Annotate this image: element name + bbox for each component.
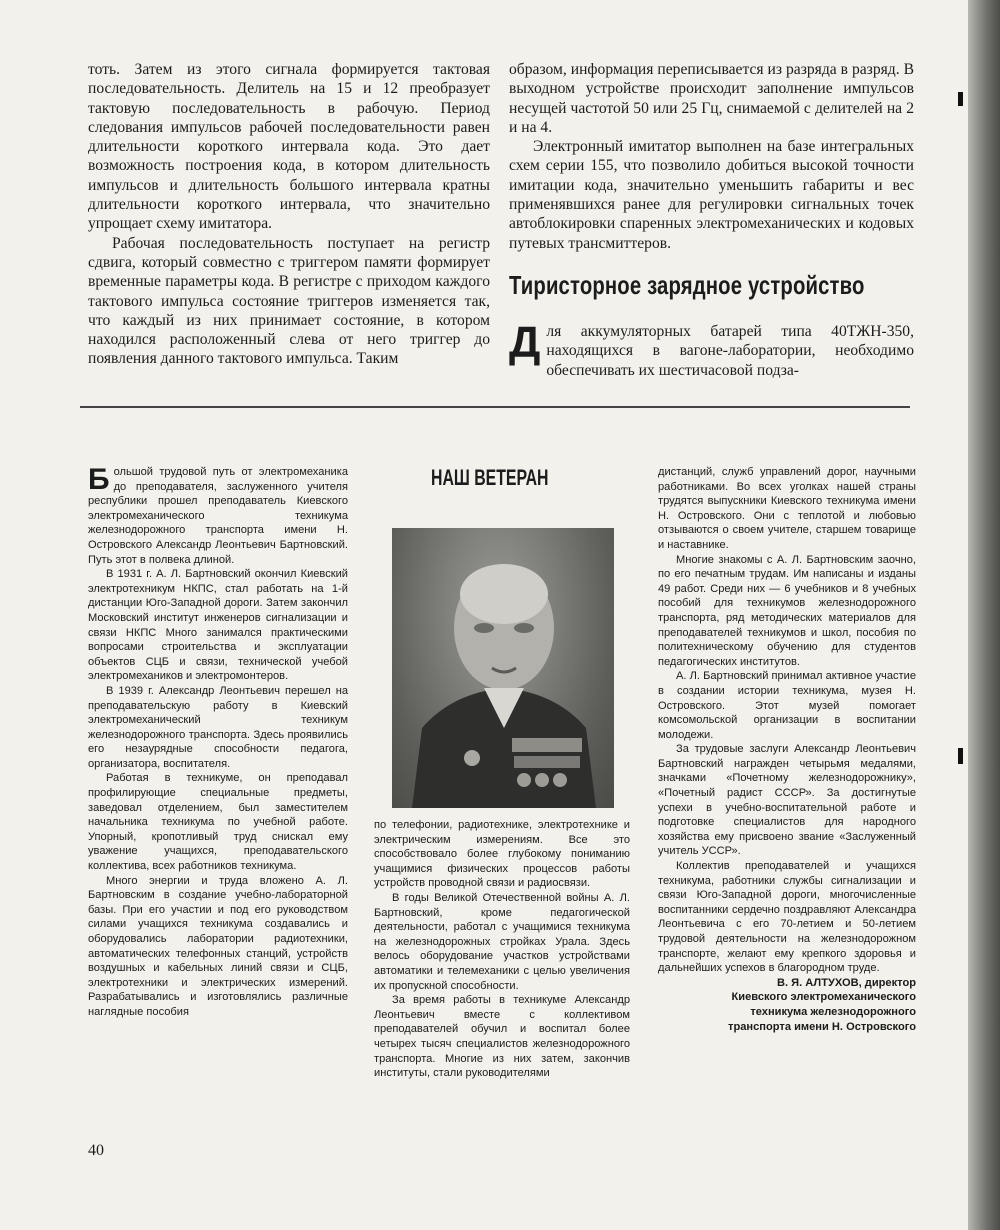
veteran-portrait-photo	[392, 528, 614, 808]
veteran-column-3	[658, 465, 916, 1034]
paragraph: по телефонии, радиотехнике, электротехнике и электрическим измерениям. Все это способствовало более глубокому пониманию учащимися физических процессов работы устройств проводной связи и радиосвязи.	[374, 819, 630, 890]
paragraph: ля аккумуляторных батарей типа 40ТЖН-350, находящихся в вагоне-лаборатории, необходимо обеспечивать их шестичасовой подза-	[546, 323, 914, 379]
paragraph-text: ольшой трудовой путь от электромеханика до преподавателя, заслуженного учителя республики прошел преподаватель Киевского электромеханического техникума железнодорожного транспорта имени Н. Островского Александр Леонтьевич Бартновский. Путь этот в полвека длиной.	[88, 466, 348, 566]
author-affiliation: Киевского электромеханического	[731, 991, 916, 1004]
paragraph: образом, информация переписывается из разряда в разряд. В выходном устройстве происходит заполнение импульсов несущей частотой 50 или 25 Гц, снимаемой с делителей на 2 и на 4.	[509, 61, 914, 136]
margin-mark	[958, 748, 963, 764]
paragraph: тоть. Затем из этого сигнала формируется тактовая последовательность. Делитель на 15 и 12 преобразует тактовую последовательность в рабочую. Период следования импульсов рабочей последовательности равен длительности короткого интервала кода. Это дает возможность построения кода, в котором длительность импульсов и длительность большого интервала кратны длительности короткого интервала, что значительно упрощает схему имитатора.	[88, 61, 490, 233]
paragraph: Рабочая последовательность поступает на регистр сдвига, который совместно с триггером памяти формирует временные параметры кода. В регистре с приходом каждого тактового импульса состояние триггеров изменяется так, что каждый из них принимает состояние, в котором находился расположенный слева от него триггер до появления данного тактового импульса. Таким	[88, 234, 490, 368]
portrait-illustration	[392, 528, 614, 808]
paragraph: За трудовые заслуги Александр Леонтьевич Бартновский награжден четырьмя медалями, значками «Почетному железнодорожнику», «Почетный радист СССР». За достигнутые успехи в учебно-воспитательной работе и подготовке специалистов для народного хозяйства ему присвоено звание «Заслуженный учитель УССР».	[658, 743, 916, 858]
article-left-column	[88, 60, 490, 369]
paragraph: Много энергии и труда вложено А. Л. Бартновским в создание учебно-лабораторной базы. При его участии и под его руководством силами учащихся техникума создавались и оборудовались лаборатории радиотехники, автоматических телефонных станций, устройств воздушных и кабельных линий связи и СЦБ, электротехники и электрических измерений. Разрабатывались и изготовлялись различные наглядные пособия	[88, 874, 348, 1018]
paragraph: дистанций, служб управлений дорог, научными работниками. Во всех уголках нашей страны трудятся выпускники Киевского техникума имени Н. Островского. Они с теплотой и любовью отзываются о своем учителе, старшем товарище и наставнике.	[658, 466, 916, 551]
veteran-column-1	[88, 465, 348, 1020]
veteran-heading: НАШ ВЕТЕРАН	[431, 465, 549, 490]
paragraph: В 1939 г. Александр Леонтьевич перешел на преподавательскую работу в Киевский электромеханический техникум железнодорожного транспорта. Здесь проявились его незаурядные способности педагога, организатора, воспитателя.	[88, 684, 348, 770]
paragraph: За время работы в техникуме Александр Леонтьевич вместе с коллективом преподавателей обучил и воспитал более четырех тысяч специалистов железнодорожного транспорта. Многие из них затем, закончив институты, стали руководителями	[374, 994, 630, 1080]
paragraph: В годы Великой Отечественной войны А. Л. Бартновский, кроме педагогической деятельности, работал с учащимися техникума на железнодорожных стройках Урала. Здесь велось оборудование участков устройствами автоматики и телемеханики с целью увеличения их пропускной способности.	[374, 891, 630, 992]
section-divider	[80, 406, 910, 408]
drop-cap: Д	[509, 318, 541, 367]
paragraph: В 1931 г. А. Л. Бартновский окончил Киевский электротехникум НКПС, стал работать на 1-й дистанции Юго-Западной дороги. Затем закончил Московский институт инженеров сигнализации и связи НКПС Много занимался практическими вопросами строительства и эксплуатации объектов СЦБ и связи, технической учебой электромехаников и электромонтеров.	[88, 568, 348, 683]
article-intro	[509, 318, 914, 380]
page-binding-edge	[968, 0, 1000, 1230]
paragraph: Электронный имитатор выполнен на базе интегральных схем серии 155, что позволило добиться высокой точности имитации кода, значительно уменьшить габариты и вес применявшихся ранее для регулировки сигнальных точек автоблокировки спаренных электромеханических и кодовых путевых трансмиттеров.	[509, 138, 914, 252]
author-signature: В. Я. АЛТУХОВ, директор	[776, 976, 916, 989]
margin-mark	[958, 92, 963, 106]
article-right-column	[509, 60, 914, 253]
page-number: 40	[88, 1142, 104, 1159]
paragraph: Работая в техникуме, он преподавал профилирующие специальные предметы, заведовал отделением, был заместителем начальника техникума по учебной работе. Упорный, кропотливый труд снискал ему уважение учащихся, преподавательского коллектива, всех работников техникума.	[88, 772, 348, 873]
article-title: Тиристорное зарядное устройство	[509, 270, 865, 300]
paragraph: А. Л. Бартновский принимал активное участие в создании истории техникума, музея Н. Островского. Этот музей помогает комсомольской организации в воспитании молодежи.	[658, 670, 916, 741]
paragraph	[88, 465, 348, 567]
author-affiliation: транспорта имени Н. Островского	[728, 1020, 916, 1033]
drop-cap: Б	[88, 463, 110, 496]
author-affiliation: техникума железнодорожного	[750, 1005, 916, 1018]
veteran-column-2	[374, 818, 630, 1081]
paragraph: Коллектив преподавателей и учащихся техникума, работники службы сигнализации и связи Юго-Западной дороги, многочисленные воспитанники сердечно поздравляют Александра Леонтьевича с его 70-летием и 50-летием трудовой деятельности на железнодорожном транспорте, желают ему крепкого здоровья и дальнейших успехов в благородном труде.	[658, 860, 916, 975]
paragraph: Многие знакомы с А. Л. Бартновским заочно, по его печатным трудам. Им написаны и изданы 49 работ. Среди них — 6 учебников и 8 учебных пособий для техникумов железнодорожного транспорта, ряд методических материалов для преподавателей техникумов и школ, пособия по политехническому обучению для студентов педагогических институтов.	[658, 553, 916, 668]
